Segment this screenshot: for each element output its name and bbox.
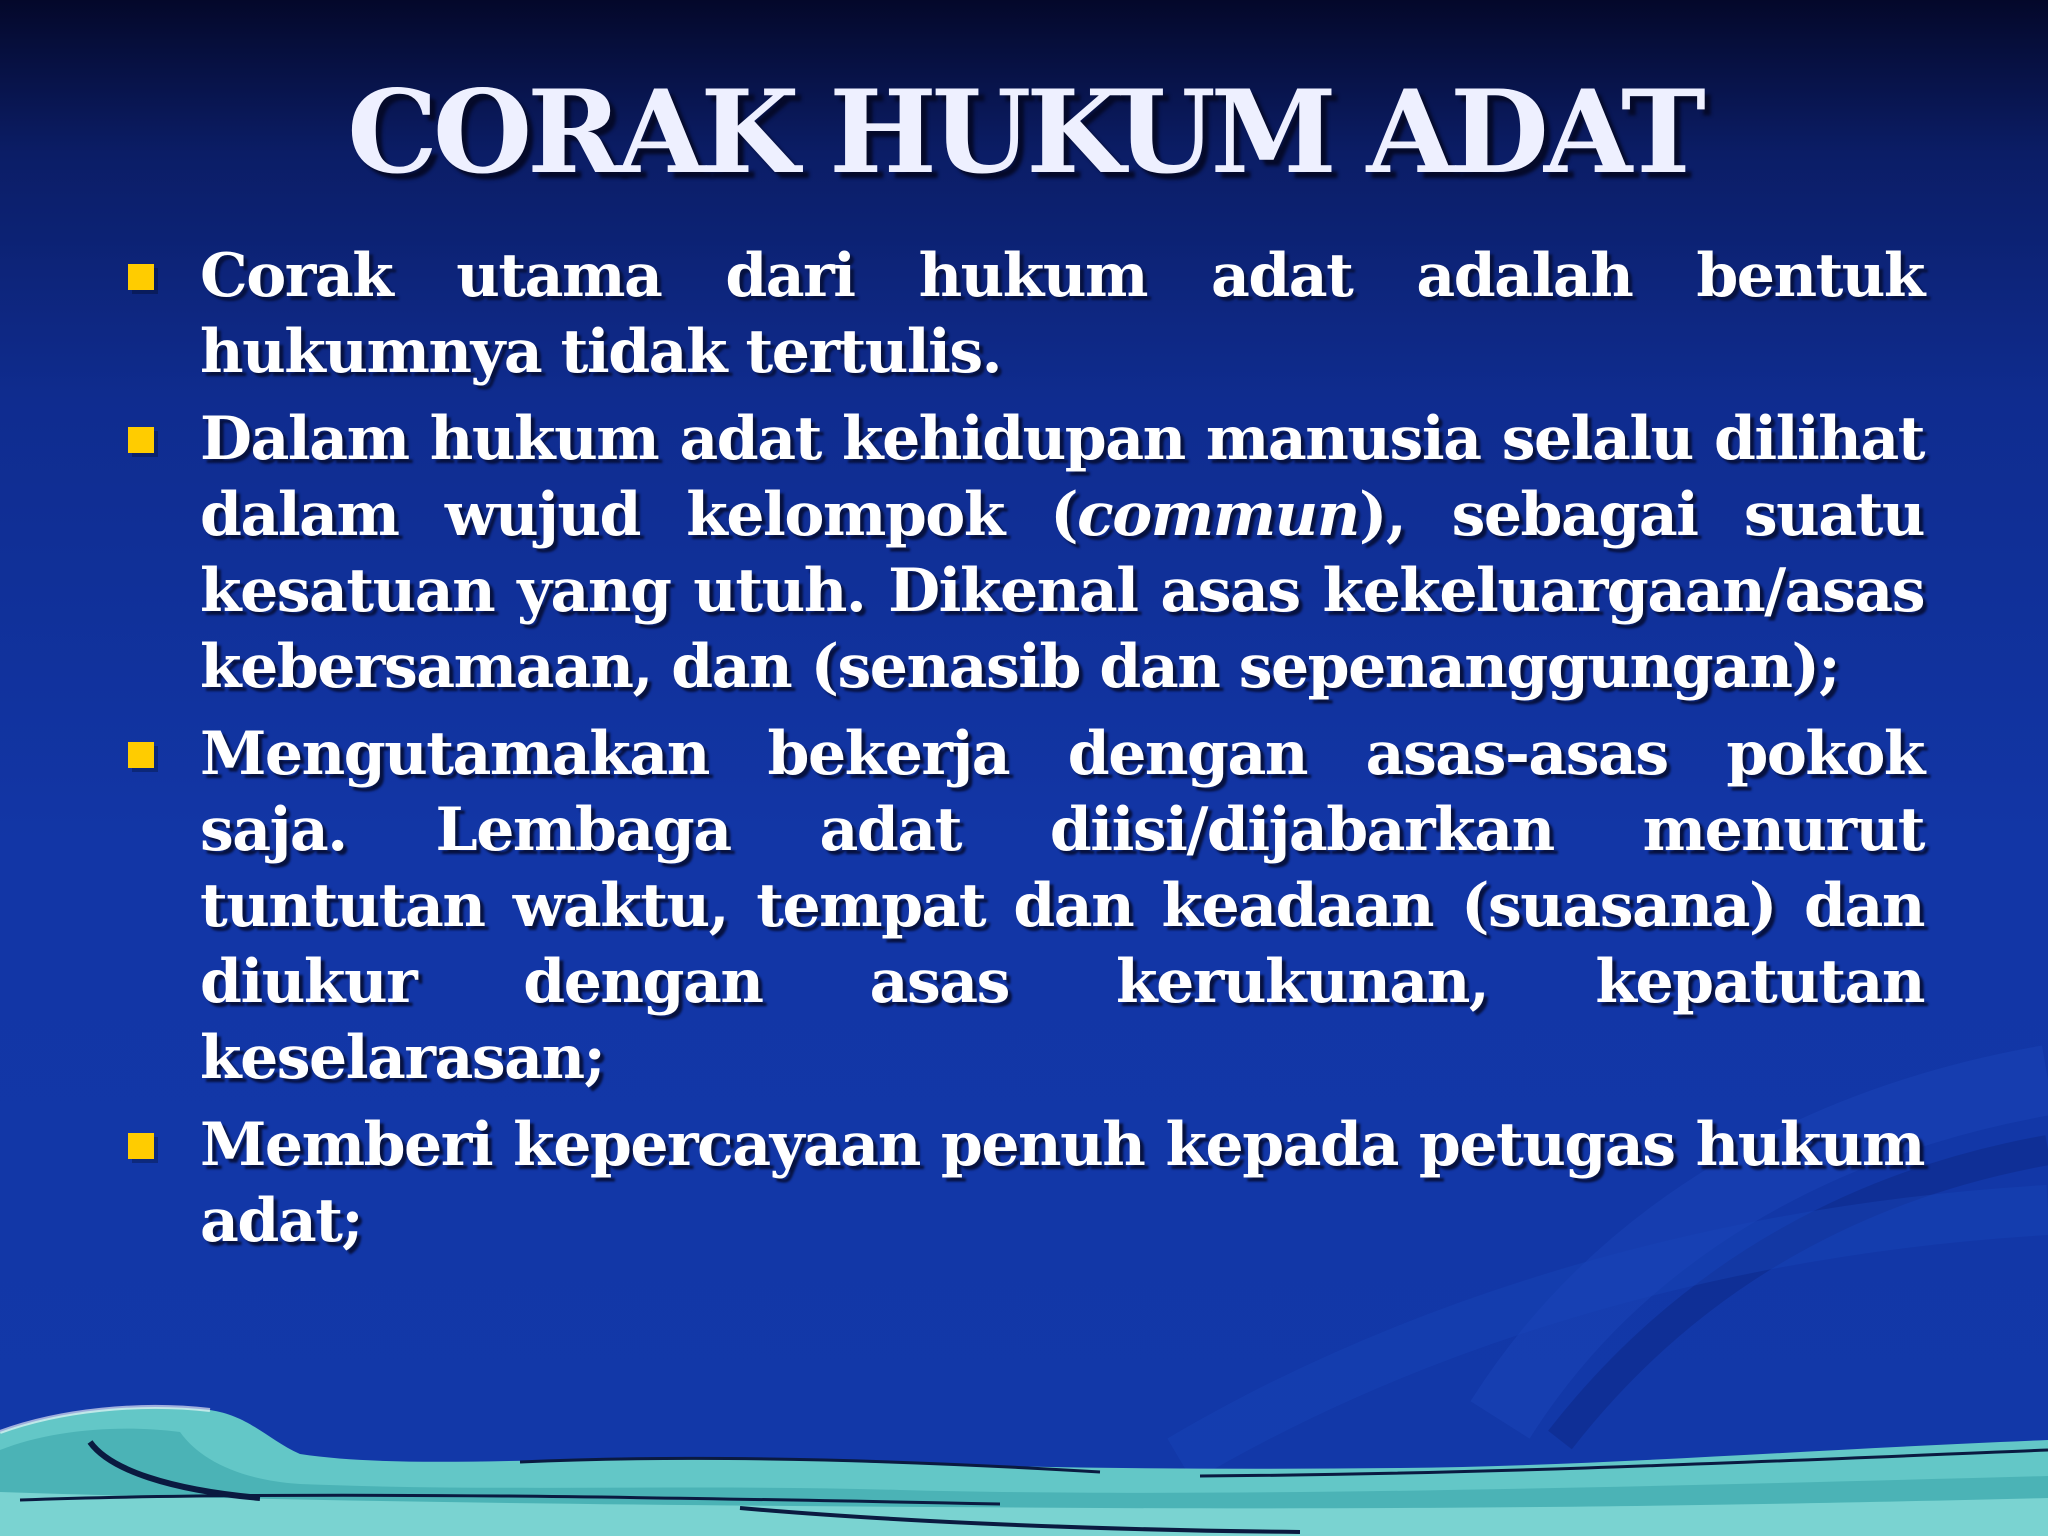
bullet-text: Corak utama dari hukum adat adalah bentuk hukumnya tidak tertulis. [200, 241, 1924, 387]
square-bullet-icon [128, 742, 154, 768]
slide-title: CORAK HUKUM ADAT [347, 65, 1701, 199]
bullet-text-start: Dalam hukum adat kehidupan manusia selalu dilihat dalam wujud kelompok ( [200, 404, 1924, 550]
bullet-item [200, 238, 1924, 390]
bullet-item [200, 401, 1924, 705]
bullet-list [200, 238, 1924, 1270]
square-bullet-icon [128, 1133, 154, 1159]
wave-decoration [0, 1380, 2048, 1536]
bullet-text: Mengutamakan bekerja dengan asas-asas pokok saja. Lembaga adat diisi/dijabarkan menurut tuntutan waktu, tempat dan keadaan (suasana) dan diukur dengan asas kerukunan, kepatutan keselarasan; [200, 719, 1924, 1093]
bullet-text-italic: commun [1077, 480, 1359, 550]
square-bullet-icon [128, 264, 154, 290]
bullet-text: Memberi kepercayaan penuh kepada petugas hukum adat; [200, 1110, 1924, 1256]
bullet-item [200, 1107, 1924, 1259]
bullet-text-end: ), sebagai suatu kesatuan yang utuh. Dikenal asas kekeluargaan/asas kebersamaan, dan (senasib dan sepenanggungan); [200, 480, 1924, 702]
square-bullet-icon [128, 427, 154, 453]
bullet-item [200, 716, 1924, 1096]
